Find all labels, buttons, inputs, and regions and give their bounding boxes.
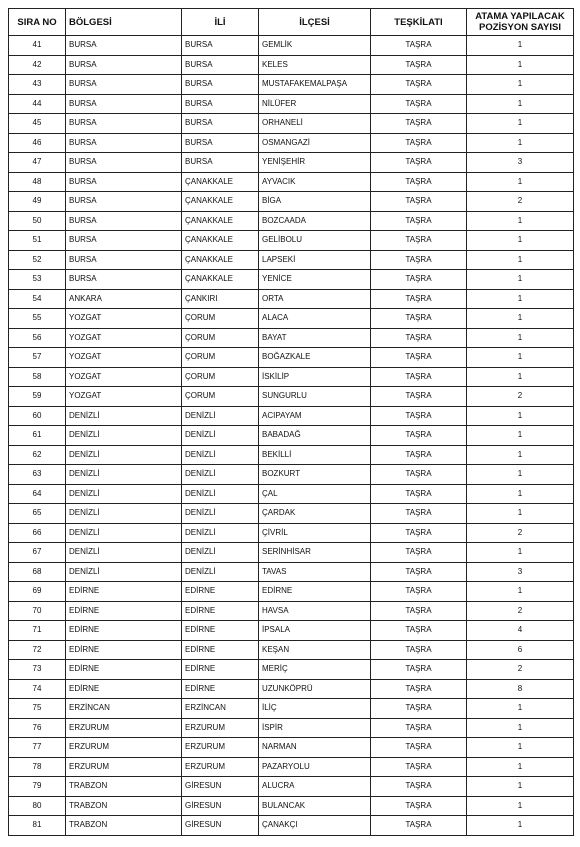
table-row: [9, 718, 574, 738]
table-row: [9, 796, 574, 816]
table-row: [9, 55, 574, 75]
bolgesi-cell: TRABZON: [66, 816, 182, 836]
sira-no-cell: 43: [9, 75, 66, 95]
sira-no-cell: 69: [9, 582, 66, 602]
table-row: [9, 270, 574, 290]
ilcesi-cell: YENİŞEHİR: [259, 153, 371, 173]
pozisyon-sayisi-cell: 1: [467, 757, 574, 777]
bolgesi-cell: BURSA: [66, 211, 182, 231]
ilcesi-cell: ORTA: [259, 289, 371, 309]
bolgesi-cell: BURSA: [66, 172, 182, 192]
ili-cell: ERZURUM: [182, 738, 259, 758]
teskilati-cell: TAŞRA: [371, 192, 467, 212]
bolgesi-cell: BURSA: [66, 231, 182, 251]
pozisyon-sayisi-cell: 1: [467, 816, 574, 836]
position-table: [8, 8, 574, 836]
teskilati-cell: TAŞRA: [371, 445, 467, 465]
bolgesi-cell: ERZİNCAN: [66, 699, 182, 719]
pozisyon-sayisi-cell: 1: [467, 699, 574, 719]
teskilati-cell: TAŞRA: [371, 172, 467, 192]
ili-cell: ÇORUM: [182, 348, 259, 368]
sira-no-cell: 79: [9, 777, 66, 797]
sira-no-cell: 70: [9, 601, 66, 621]
bolgesi-cell: YOZGAT: [66, 387, 182, 407]
sira-no-cell: 54: [9, 289, 66, 309]
sira-no-cell: 64: [9, 484, 66, 504]
table-row: [9, 426, 574, 446]
ili-cell: EDİRNE: [182, 601, 259, 621]
sira-no-cell: 78: [9, 757, 66, 777]
ilcesi-cell: ÇARDAK: [259, 504, 371, 524]
ili-cell: EDİRNE: [182, 679, 259, 699]
teskilati-cell: TAŞRA: [371, 601, 467, 621]
table-row: [9, 94, 574, 114]
sira-no-cell: 45: [9, 114, 66, 134]
ilcesi-cell: MUSTAFAKEMALPAŞA: [259, 75, 371, 95]
ilcesi-cell: UZUNKÖPRÜ: [259, 679, 371, 699]
teskilati-cell: TAŞRA: [371, 640, 467, 660]
ilcesi-cell: BOĞAZKALE: [259, 348, 371, 368]
bolgesi-cell: YOZGAT: [66, 328, 182, 348]
bolgesi-cell: DENİZLİ: [66, 406, 182, 426]
ili-cell: EDİRNE: [182, 660, 259, 680]
bolgesi-cell: DENİZLİ: [66, 484, 182, 504]
sira-no-cell: 49: [9, 192, 66, 212]
teskilati-cell: TAŞRA: [371, 133, 467, 153]
ilcesi-cell: NARMAN: [259, 738, 371, 758]
ilcesi-cell: ORHANELİ: [259, 114, 371, 134]
ili-cell: DENİZLİ: [182, 426, 259, 446]
ilcesi-cell: İPSALA: [259, 621, 371, 641]
teskilati-cell: TAŞRA: [371, 328, 467, 348]
teskilati-cell: TAŞRA: [371, 289, 467, 309]
table-row: [9, 328, 574, 348]
ilcesi-cell: ÇANAKÇI: [259, 816, 371, 836]
ili-cell: BURSA: [182, 55, 259, 75]
pozisyon-sayisi-cell: 1: [467, 231, 574, 251]
pozisyon-sayisi-cell: 1: [467, 777, 574, 797]
ilcesi-cell: EDİRNE: [259, 582, 371, 602]
ilcesi-cell: BAYAT: [259, 328, 371, 348]
sira-no-cell: 48: [9, 172, 66, 192]
ilcesi-cell: BABADAĞ: [259, 426, 371, 446]
ilcesi-cell: OSMANGAZİ: [259, 133, 371, 153]
ilcesi-cell: KELES: [259, 55, 371, 75]
ilcesi-cell: YENİCE: [259, 270, 371, 290]
pozisyon-sayisi-cell: 1: [467, 270, 574, 290]
bolgesi-cell: ERZURUM: [66, 738, 182, 758]
table-row: [9, 699, 574, 719]
teskilati-cell: TAŞRA: [371, 367, 467, 387]
table-row: [9, 816, 574, 836]
pozisyon-sayisi-cell: 8: [467, 679, 574, 699]
pozisyon-sayisi-cell: 1: [467, 465, 574, 485]
table-row: [9, 504, 574, 524]
ili-cell: DENİZLİ: [182, 465, 259, 485]
pozisyon-sayisi-cell: 1: [467, 582, 574, 602]
table-row: [9, 133, 574, 153]
teskilati-cell: TAŞRA: [371, 348, 467, 368]
sira-no-cell: 61: [9, 426, 66, 446]
sira-no-cell: 77: [9, 738, 66, 758]
ili-cell: GİRESUN: [182, 796, 259, 816]
ilcesi-cell: MERİÇ: [259, 660, 371, 680]
pozisyon-sayisi-cell: 1: [467, 133, 574, 153]
bolgesi-cell: DENİZLİ: [66, 504, 182, 524]
ilcesi-cell: İLİÇ: [259, 699, 371, 719]
bolgesi-cell: BURSA: [66, 55, 182, 75]
table-row: [9, 640, 574, 660]
ili-cell: EDİRNE: [182, 640, 259, 660]
header-pozisyon-sayisi: ATAMA YAPILACAK POZİSYON SAYISI: [467, 9, 574, 36]
table-row: [9, 231, 574, 251]
ilcesi-cell: BULANCAK: [259, 796, 371, 816]
teskilati-cell: TAŞRA: [371, 816, 467, 836]
ili-cell: BURSA: [182, 36, 259, 56]
sira-no-cell: 53: [9, 270, 66, 290]
teskilati-cell: TAŞRA: [371, 777, 467, 797]
ili-cell: BURSA: [182, 94, 259, 114]
sira-no-cell: 65: [9, 504, 66, 524]
table-row: [9, 406, 574, 426]
ilcesi-cell: AYVACIK: [259, 172, 371, 192]
bolgesi-cell: BURSA: [66, 153, 182, 173]
ili-cell: DENİZLİ: [182, 543, 259, 563]
sira-no-cell: 47: [9, 153, 66, 173]
ili-cell: BURSA: [182, 153, 259, 173]
pozisyon-sayisi-cell: 2: [467, 192, 574, 212]
pozisyon-sayisi-cell: 1: [467, 55, 574, 75]
teskilati-cell: TAŞRA: [371, 465, 467, 485]
teskilati-cell: TAŞRA: [371, 679, 467, 699]
teskilati-cell: TAŞRA: [371, 309, 467, 329]
teskilati-cell: TAŞRA: [371, 757, 467, 777]
pozisyon-sayisi-cell: 1: [467, 348, 574, 368]
ili-cell: ÇORUM: [182, 387, 259, 407]
pozisyon-sayisi-cell: 1: [467, 426, 574, 446]
ili-cell: ÇANKIRI: [182, 289, 259, 309]
ilcesi-cell: İSPİR: [259, 718, 371, 738]
ilcesi-cell: TAVAS: [259, 562, 371, 582]
sira-no-cell: 56: [9, 328, 66, 348]
teskilati-cell: TAŞRA: [371, 270, 467, 290]
table-row: [9, 543, 574, 563]
pozisyon-sayisi-cell: 1: [467, 718, 574, 738]
ilcesi-cell: GEMLİK: [259, 36, 371, 56]
bolgesi-cell: BURSA: [66, 75, 182, 95]
bolgesi-cell: DENİZLİ: [66, 543, 182, 563]
bolgesi-cell: BURSA: [66, 250, 182, 270]
pozisyon-sayisi-cell: 2: [467, 387, 574, 407]
table-row: [9, 660, 574, 680]
ili-cell: DENİZLİ: [182, 523, 259, 543]
sira-no-cell: 62: [9, 445, 66, 465]
teskilati-cell: TAŞRA: [371, 543, 467, 563]
teskilati-cell: TAŞRA: [371, 36, 467, 56]
pozisyon-sayisi-cell: 1: [467, 328, 574, 348]
sira-no-cell: 71: [9, 621, 66, 641]
sira-no-cell: 81: [9, 816, 66, 836]
teskilati-cell: TAŞRA: [371, 718, 467, 738]
sira-no-cell: 59: [9, 387, 66, 407]
bolgesi-cell: EDİRNE: [66, 660, 182, 680]
ili-cell: ÇANAKKALE: [182, 231, 259, 251]
bolgesi-cell: DENİZLİ: [66, 523, 182, 543]
table-row: [9, 562, 574, 582]
pozisyon-sayisi-cell: 1: [467, 504, 574, 524]
ili-cell: GİRESUN: [182, 777, 259, 797]
teskilati-cell: TAŞRA: [371, 621, 467, 641]
teskilati-cell: TAŞRA: [371, 211, 467, 231]
sira-no-cell: 57: [9, 348, 66, 368]
pozisyon-sayisi-cell: 2: [467, 660, 574, 680]
ili-cell: ÇANAKKALE: [182, 172, 259, 192]
table-row: [9, 309, 574, 329]
table-row: [9, 387, 574, 407]
ili-cell: DENİZLİ: [182, 406, 259, 426]
table-row: [9, 153, 574, 173]
pozisyon-sayisi-cell: 2: [467, 523, 574, 543]
pozisyon-sayisi-cell: 1: [467, 114, 574, 134]
header-teskilati: TEŞKİLATI: [371, 9, 467, 36]
ilcesi-cell: BOZCAADA: [259, 211, 371, 231]
table-row: [9, 621, 574, 641]
header-bolgesi: BÖLGESİ: [66, 9, 182, 36]
sira-no-cell: 68: [9, 562, 66, 582]
table-row: [9, 465, 574, 485]
teskilati-cell: TAŞRA: [371, 562, 467, 582]
pozisyon-sayisi-cell: 1: [467, 36, 574, 56]
teskilati-cell: TAŞRA: [371, 699, 467, 719]
sira-no-cell: 42: [9, 55, 66, 75]
pozisyon-sayisi-cell: 1: [467, 250, 574, 270]
ili-cell: ERZURUM: [182, 757, 259, 777]
bolgesi-cell: YOZGAT: [66, 309, 182, 329]
bolgesi-cell: BURSA: [66, 94, 182, 114]
pozisyon-sayisi-cell: 1: [467, 406, 574, 426]
sira-no-cell: 60: [9, 406, 66, 426]
ilcesi-cell: HAVSA: [259, 601, 371, 621]
header-sira-no: SIRA NO: [9, 9, 66, 36]
ili-cell: ERZİNCAN: [182, 699, 259, 719]
sira-no-cell: 46: [9, 133, 66, 153]
teskilati-cell: TAŞRA: [371, 660, 467, 680]
teskilati-cell: TAŞRA: [371, 250, 467, 270]
table-row: [9, 211, 574, 231]
pozisyon-sayisi-cell: 1: [467, 445, 574, 465]
pozisyon-sayisi-cell: 1: [467, 309, 574, 329]
ilcesi-cell: GELİBOLU: [259, 231, 371, 251]
pozisyon-sayisi-cell: 1: [467, 211, 574, 231]
sira-no-cell: 80: [9, 796, 66, 816]
pozisyon-sayisi-cell: 1: [467, 75, 574, 95]
sira-no-cell: 51: [9, 231, 66, 251]
bolgesi-cell: EDİRNE: [66, 679, 182, 699]
bolgesi-cell: EDİRNE: [66, 582, 182, 602]
teskilati-cell: TAŞRA: [371, 738, 467, 758]
bolgesi-cell: ERZURUM: [66, 757, 182, 777]
teskilati-cell: TAŞRA: [371, 796, 467, 816]
table-row: [9, 582, 574, 602]
pozisyon-sayisi-cell: 3: [467, 153, 574, 173]
teskilati-cell: TAŞRA: [371, 426, 467, 446]
pozisyon-sayisi-cell: 4: [467, 621, 574, 641]
teskilati-cell: TAŞRA: [371, 75, 467, 95]
ilcesi-cell: ÇAL: [259, 484, 371, 504]
ili-cell: GİRESUN: [182, 816, 259, 836]
bolgesi-cell: ERZURUM: [66, 718, 182, 738]
pozisyon-sayisi-cell: 1: [467, 543, 574, 563]
bolgesi-cell: BURSA: [66, 270, 182, 290]
table-body: [9, 36, 574, 836]
table-row: [9, 777, 574, 797]
bolgesi-cell: TRABZON: [66, 777, 182, 797]
sira-no-cell: 63: [9, 465, 66, 485]
ili-cell: EDİRNE: [182, 582, 259, 602]
ili-cell: BURSA: [182, 133, 259, 153]
sira-no-cell: 55: [9, 309, 66, 329]
ili-cell: ÇANAKKALE: [182, 211, 259, 231]
bolgesi-cell: YOZGAT: [66, 367, 182, 387]
table-row: [9, 484, 574, 504]
teskilati-cell: TAŞRA: [371, 484, 467, 504]
ili-cell: ÇANAKKALE: [182, 250, 259, 270]
header-ili: İLİ: [182, 9, 259, 36]
table-header-row: [9, 9, 574, 36]
teskilati-cell: TAŞRA: [371, 55, 467, 75]
teskilati-cell: TAŞRA: [371, 114, 467, 134]
teskilati-cell: TAŞRA: [371, 231, 467, 251]
table-row: [9, 114, 574, 134]
table-row: [9, 679, 574, 699]
bolgesi-cell: EDİRNE: [66, 621, 182, 641]
pozisyon-sayisi-cell: 2: [467, 601, 574, 621]
ilcesi-cell: PAZARYOLU: [259, 757, 371, 777]
ilcesi-cell: ALUCRA: [259, 777, 371, 797]
teskilati-cell: TAŞRA: [371, 504, 467, 524]
sira-no-cell: 75: [9, 699, 66, 719]
bolgesi-cell: TRABZON: [66, 796, 182, 816]
header-ilcesi: İLÇESİ: [259, 9, 371, 36]
table-row: [9, 367, 574, 387]
table-row: [9, 172, 574, 192]
table-row: [9, 738, 574, 758]
ilcesi-cell: BİGA: [259, 192, 371, 212]
ilcesi-cell: KEŞAN: [259, 640, 371, 660]
ili-cell: BURSA: [182, 114, 259, 134]
pozisyon-sayisi-cell: 1: [467, 484, 574, 504]
table-row: [9, 445, 574, 465]
table-row: [9, 192, 574, 212]
ilcesi-cell: LAPSEKİ: [259, 250, 371, 270]
table-row: [9, 289, 574, 309]
ilcesi-cell: NİLÜFER: [259, 94, 371, 114]
bolgesi-cell: BURSA: [66, 133, 182, 153]
sira-no-cell: 44: [9, 94, 66, 114]
bolgesi-cell: EDİRNE: [66, 601, 182, 621]
bolgesi-cell: BURSA: [66, 36, 182, 56]
teskilati-cell: TAŞRA: [371, 582, 467, 602]
sira-no-cell: 52: [9, 250, 66, 270]
ili-cell: DENİZLİ: [182, 562, 259, 582]
teskilati-cell: TAŞRA: [371, 406, 467, 426]
pozisyon-sayisi-cell: 1: [467, 367, 574, 387]
sira-no-cell: 76: [9, 718, 66, 738]
pozisyon-sayisi-cell: 6: [467, 640, 574, 660]
pozisyon-sayisi-cell: 1: [467, 289, 574, 309]
table-row: [9, 36, 574, 56]
bolgesi-cell: BURSA: [66, 192, 182, 212]
pozisyon-sayisi-cell: 1: [467, 172, 574, 192]
table-row: [9, 75, 574, 95]
ili-cell: ÇANAKKALE: [182, 270, 259, 290]
bolgesi-cell: DENİZLİ: [66, 445, 182, 465]
sira-no-cell: 66: [9, 523, 66, 543]
sira-no-cell: 67: [9, 543, 66, 563]
teskilati-cell: TAŞRA: [371, 94, 467, 114]
pozisyon-sayisi-cell: 3: [467, 562, 574, 582]
teskilati-cell: TAŞRA: [371, 523, 467, 543]
bolgesi-cell: DENİZLİ: [66, 465, 182, 485]
ilcesi-cell: SERİNHİSAR: [259, 543, 371, 563]
sira-no-cell: 50: [9, 211, 66, 231]
table-row: [9, 250, 574, 270]
pozisyon-sayisi-cell: 1: [467, 738, 574, 758]
ili-cell: ÇORUM: [182, 367, 259, 387]
table-row: [9, 601, 574, 621]
ili-cell: DENİZLİ: [182, 445, 259, 465]
bolgesi-cell: BURSA: [66, 114, 182, 134]
ili-cell: ÇANAKKALE: [182, 192, 259, 212]
sira-no-cell: 58: [9, 367, 66, 387]
ili-cell: ÇORUM: [182, 328, 259, 348]
sira-no-cell: 73: [9, 660, 66, 680]
table-row: [9, 757, 574, 777]
ilcesi-cell: ÇİVRİL: [259, 523, 371, 543]
ili-cell: BURSA: [182, 75, 259, 95]
bolgesi-cell: DENİZLİ: [66, 562, 182, 582]
ili-cell: EDİRNE: [182, 621, 259, 641]
teskilati-cell: TAŞRA: [371, 153, 467, 173]
bolgesi-cell: EDİRNE: [66, 640, 182, 660]
teskilati-cell: TAŞRA: [371, 387, 467, 407]
ilcesi-cell: SUNGURLU: [259, 387, 371, 407]
ilcesi-cell: BOZKURT: [259, 465, 371, 485]
bolgesi-cell: ANKARA: [66, 289, 182, 309]
sira-no-cell: 74: [9, 679, 66, 699]
pozisyon-sayisi-cell: 1: [467, 796, 574, 816]
sira-no-cell: 41: [9, 36, 66, 56]
ilcesi-cell: ALACA: [259, 309, 371, 329]
ili-cell: DENİZLİ: [182, 504, 259, 524]
ilcesi-cell: BEKİLLİ: [259, 445, 371, 465]
ili-cell: DENİZLİ: [182, 484, 259, 504]
ilcesi-cell: ACIPAYAM: [259, 406, 371, 426]
bolgesi-cell: YOZGAT: [66, 348, 182, 368]
ilcesi-cell: İSKİLİP: [259, 367, 371, 387]
sira-no-cell: 72: [9, 640, 66, 660]
table-row: [9, 348, 574, 368]
bolgesi-cell: DENİZLİ: [66, 426, 182, 446]
ili-cell: ÇORUM: [182, 309, 259, 329]
table-row: [9, 523, 574, 543]
pozisyon-sayisi-cell: 1: [467, 94, 574, 114]
ili-cell: ERZURUM: [182, 718, 259, 738]
